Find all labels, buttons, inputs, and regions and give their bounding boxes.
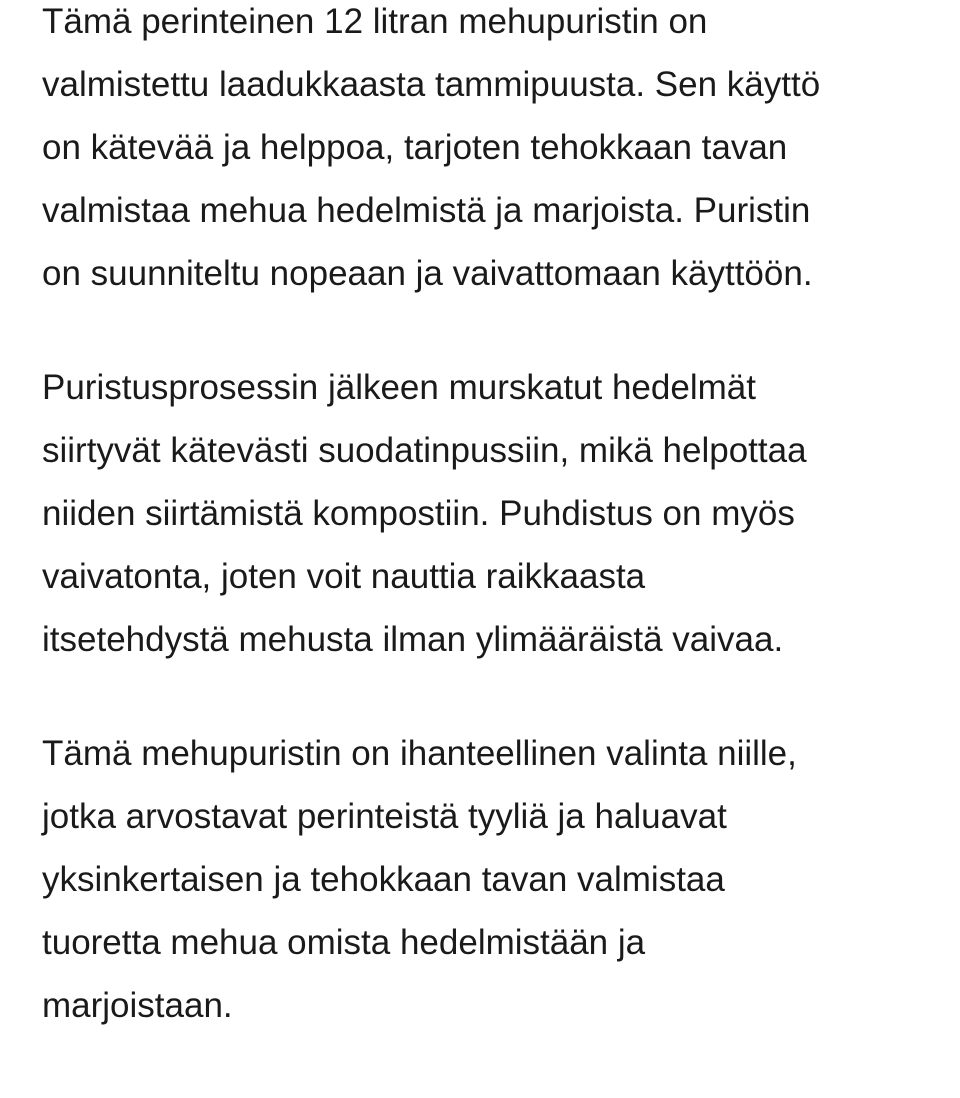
- product-description: [42, 0, 942, 1098]
- text-line: valmistaa mehua hedelmistä ja marjoista. Puristin: [42, 191, 811, 230]
- text-line: vaivatonta, joten voit nauttia raikkaasta: [42, 557, 646, 596]
- text-line: itsetehdystä mehusta ilman ylimääräistä vaivaa.: [42, 620, 784, 659]
- text-line: valmistettu laadukkaasta tammipuusta. Sen käyttö: [42, 65, 821, 104]
- text-line: Puristusprosessin jälkeen murskatut hedelmät: [42, 368, 756, 407]
- text-line: on kätevää ja helppoa, tarjoten tehokkaan tavan: [42, 128, 788, 167]
- text-line: Tämä mehupuristin on ihanteellinen valinta niille,: [42, 734, 797, 773]
- description-paragraph: [42, 732, 942, 1047]
- description-paragraph: [42, 366, 942, 681]
- text-line: siirtyvät kätevästi suodatinpussiin, mikä helpottaa: [42, 431, 807, 470]
- text-line: on suunniteltu nopeaan ja vaivattomaan käyttöön.: [42, 254, 813, 293]
- description-paragraph: [42, 0, 942, 315]
- text-line: jotka arvostavat perinteistä tyyliä ja haluavat: [42, 797, 727, 836]
- text-line: niiden siirtämistä kompostiin. Puhdistus on myös: [42, 494, 795, 533]
- text-line: Tämä perinteinen 12 litran mehupuristin on: [42, 2, 708, 41]
- text-line: yksinkertaisen ja tehokkaan tavan valmistaa: [42, 860, 725, 899]
- text-line: tuoretta mehua omista hedelmistään ja: [42, 923, 646, 962]
- text-line: marjoistaan.: [42, 986, 233, 1025]
